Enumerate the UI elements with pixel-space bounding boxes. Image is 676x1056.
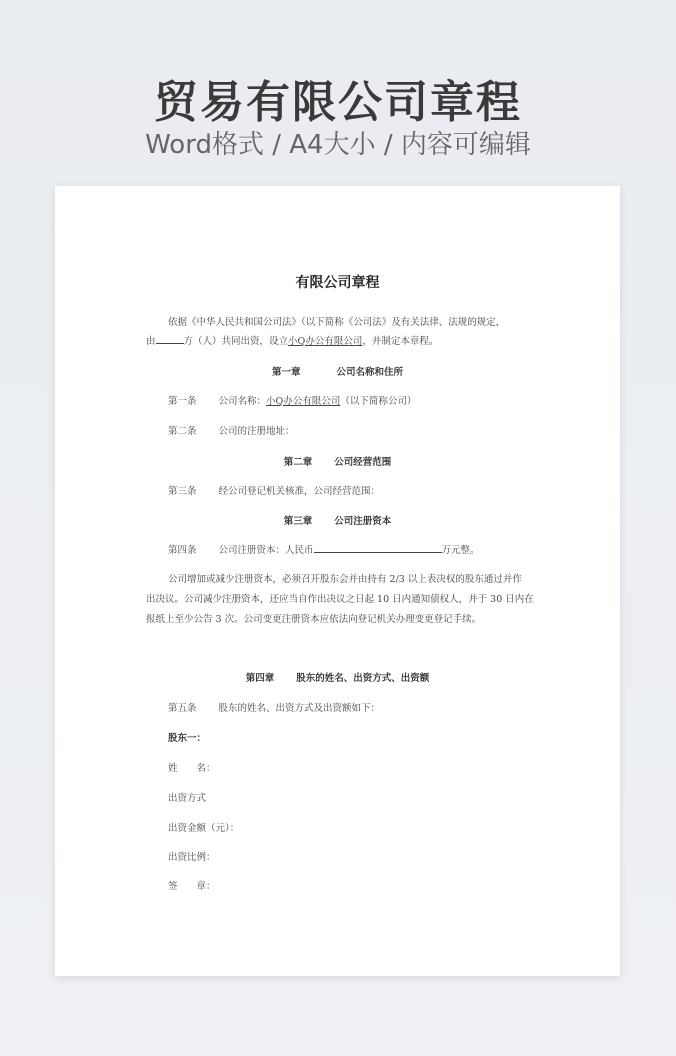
article-2-text: 公司的注册地址：	[218, 426, 295, 437]
chapter-3-heading	[55, 513, 620, 527]
chapter-1-heading	[55, 364, 620, 378]
contribution-ratio-label: 出资比例：	[168, 852, 216, 863]
article-3	[168, 483, 380, 497]
article-1-company: 小Q办公有限公司	[266, 396, 341, 407]
intro-prefix: 由	[146, 336, 156, 347]
article-1-number: 第一条	[168, 396, 197, 407]
intro-middle: 方（人）共同出资，设立	[183, 336, 289, 347]
intro-suffix: ，并制定本章程。	[362, 336, 439, 347]
chapter-4-heading	[55, 670, 620, 684]
article-1-note: （以下简称公司）	[340, 396, 417, 407]
article-2-number: 第二条	[168, 426, 197, 437]
chapter-2-title: 公司经营范围	[334, 457, 392, 468]
chapter-1-number: 第一章	[271, 367, 301, 378]
article-3-text: 经公司登记机关核准，公司经营范围：	[218, 486, 381, 497]
chapter-1-title: 公司名称和住所	[336, 367, 404, 378]
chapter-4-title: 股东的姓名、出资方式、出资额	[296, 673, 430, 684]
chapter-2-heading	[55, 454, 620, 468]
article-4	[168, 542, 480, 556]
chapter-3-number: 第三章	[283, 516, 313, 527]
document-title: 有限公司章程	[295, 275, 380, 291]
shareholder-1-label: 股东一：	[168, 733, 207, 744]
article-2	[168, 423, 295, 437]
name-field-label: 姓 名：	[168, 763, 216, 774]
article-5	[168, 700, 380, 714]
article-1-label: 公司名称：	[218, 396, 267, 407]
capital-amount-blank[interactable]	[314, 543, 442, 553]
capital-paragraph-line-2: 出决议。公司减少注册资本，还应当自作出决议之日起 10 日内通知债权人，并于 30 日内在	[146, 594, 534, 605]
article-5-text: 股东的姓名、出资方式及出资额如下：	[218, 703, 381, 714]
contribution-method-label: 出资方式	[168, 793, 207, 804]
contribution-amount-label: 出资金额（元）：	[168, 823, 240, 834]
signature-label: 签 章：	[168, 881, 216, 892]
banner-subtitle: Word格式 / A4大小 / 内容可编辑	[145, 130, 531, 160]
article-5-number: 第五条	[168, 703, 197, 714]
chapter-4-number: 第四章	[245, 673, 275, 684]
article-4-label: 公司注册资本：人民币	[218, 545, 314, 556]
article-4-number: 第四条	[168, 545, 197, 556]
intro-company-name: 小Q办公有限公司	[288, 336, 363, 347]
document-page	[55, 186, 620, 976]
party-count-blank[interactable]	[156, 334, 184, 344]
chapter-2-number: 第二章	[283, 457, 313, 468]
intro-line-1: 依据《中华人民共和国公司法》（以下简称《公司法》及有关法律、法规的规定，	[168, 317, 506, 328]
banner-title: 贸易有限公司章程	[154, 77, 522, 128]
article-4-unit: 万元整。	[441, 545, 480, 556]
article-3-number: 第三条	[168, 486, 197, 497]
capital-paragraph-line-1: 公司增加或减少注册资本，必须召开股东会并由持有 2/3 以上表决权的股东通过并作	[168, 574, 522, 585]
capital-paragraph-line-3: 报纸上至少公告 3 次。公司变更注册资本应依法向登记机关办理变更登记手续。	[146, 614, 482, 625]
chapter-3-title: 公司注册资本	[334, 516, 392, 527]
article-1	[168, 393, 416, 407]
intro-line-2	[146, 333, 438, 347]
